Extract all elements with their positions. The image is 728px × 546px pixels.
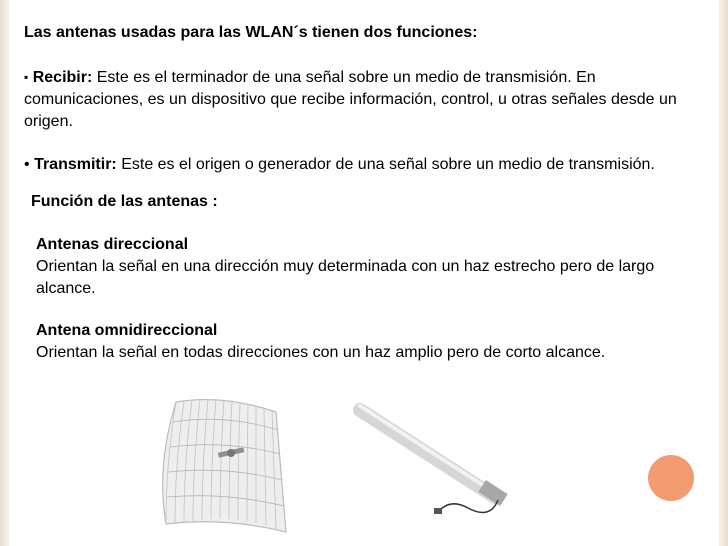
omnidireccional-section: [36, 320, 696, 364]
slide-heading: Las antenas usadas para las WLAN´s tienen dos funciones:: [24, 24, 478, 41]
omni-antenna-image: [340, 392, 540, 532]
omnidireccional-title: Antena omnidireccional: [36, 322, 218, 339]
grid-antenna-image: [148, 392, 298, 542]
direccional-title: Antenas direccional: [36, 236, 189, 253]
recibir-text: Este es el terminador de una señal sobre un medio de transmisión. En comunicaciones, es un dispositivo que recibe información, control, u otras señales desde un origen.: [24, 69, 677, 130]
round-bullet-icon: •: [24, 156, 30, 173]
transmitir-label: Transmitir:: [34, 156, 117, 173]
omnidireccional-text: Orientan la señal en todas direcciones con un haz amplio pero de corto alcance.: [36, 344, 606, 361]
transmitir-paragraph: [24, 154, 714, 176]
decorative-circle: [648, 455, 694, 501]
direccional-text: Orientan la señal en una dirección muy determinada con un haz estrecho pero de largo alcance.: [36, 258, 655, 297]
slide-left-border: [0, 0, 9, 546]
slide-right-border: [719, 0, 728, 546]
funcion-title: Función de las antenas :: [31, 193, 218, 210]
recibir-paragraph: [24, 66, 714, 133]
direccional-section: [36, 234, 696, 300]
recibir-label: Recibir:: [32, 69, 93, 86]
square-bullet-icon: ▪: [24, 70, 29, 84]
transmitir-text: Este es el origen o generador de una señal sobre un medio de transmisión.: [116, 156, 655, 173]
